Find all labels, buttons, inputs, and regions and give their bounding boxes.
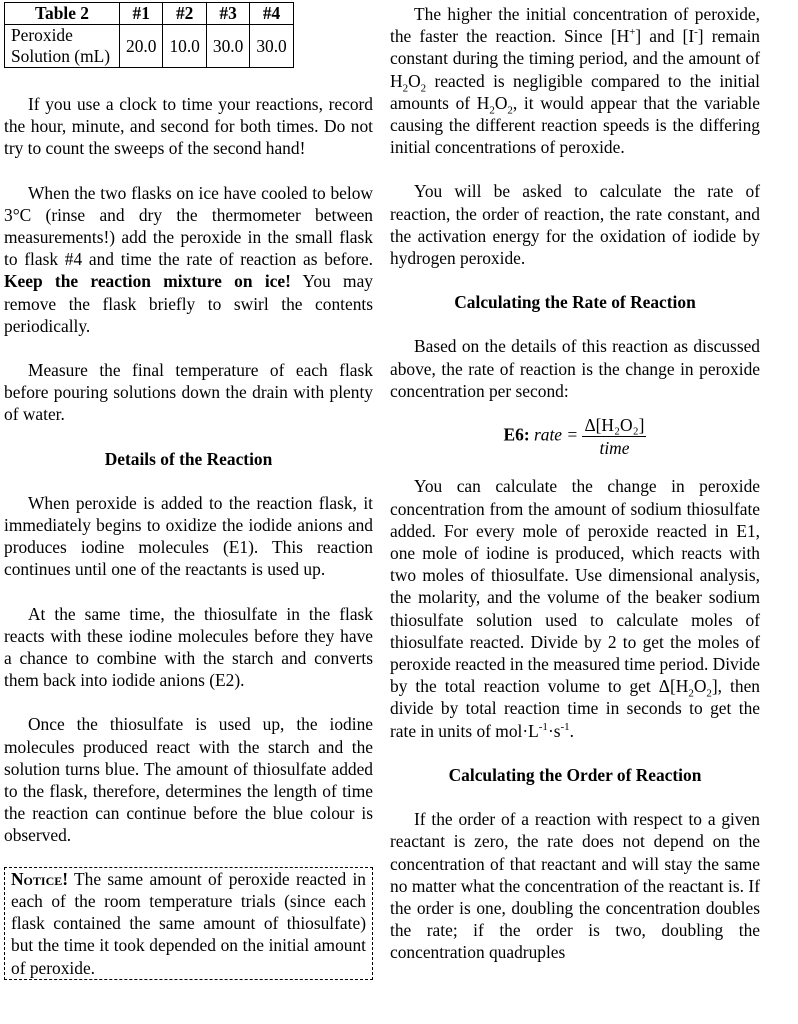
equation-denominator: time (599, 438, 630, 459)
heading-order: Calculating the Order of Reaction (448, 764, 702, 785)
table-col-4: #4 (250, 3, 293, 25)
row-label-line1: Peroxide (11, 25, 73, 45)
clock-paragraph: If you use a clock to time your reactions, record the hour, minute, and second for both times. Do not try to count the sweeps of the second hand! (4, 94, 373, 159)
final-temp-paragraph: Measure the final temperature of each flask before pouring solutions down the drain with plenty of water. (4, 360, 373, 425)
table-cell: 10.0 (163, 25, 206, 68)
notice-label: Notice! (11, 868, 69, 889)
table-header-row (5, 3, 294, 25)
table-2 (4, 2, 294, 68)
table-cell: 20.0 (120, 25, 163, 68)
concentration-paragraph: The higher the initial concentration of peroxide, the faster the reaction. Since [H+] and [I-] remain constant during the timing period, and the amount of $H_2O_2$ reacted is negligible compared to the initial amounts of $H_2O_2$, it would appear that the variable causing the different reaction speeds is the differing initial concentrations of peroxide. (390, 4, 761, 158)
table-col-2: #2 (163, 3, 206, 25)
table-row-label (5, 25, 120, 68)
rate-paragraph: Based on the details of this reaction as discussed above, the rate of reaction is the change in peroxide concentration per second: (390, 336, 760, 401)
table-col-1: #1 (120, 3, 163, 25)
ice-warning: Keep the reaction mixture on ice! (4, 271, 291, 292)
peroxide-paragraph: When peroxide is added to the reaction flask, it immediately begins to oxidize the iodide anions and produces iodine molecules (E1). This reaction continues until one of the reactants is used up. (4, 492, 373, 580)
table-cell: 30.0 (250, 25, 293, 68)
right-column (390, 3, 760, 964)
thiosulfate-calc-paragraph: You can calculate the change in peroxide concentration from the amount of sodium thiosulfate added. For every mole of peroxide reacted in E1, one mole of iodine is produced, which reacts with two moles of thiosulfate. Use dimensional analysis, the molarity, and the volume of the beaker sodium thiosulfate solution used to calculate moles of thiosulfate reacted. Divide by 2 to get the moles of peroxide reacted in the measured time period. Divide by the total reaction volume to get $\Delta[H_2O_2]$, then divide by total reaction time in seconds to get the rate in units of $mol\cdot L^{-1}\cdot s^{-1}$. (390, 476, 760, 741)
table-col-3: #3 (206, 3, 249, 25)
order-paragraph: If the order of a reaction with respect to a given reactant is zero, the rate does not depend on the concentration of that reactant and will stay the same no matter what the concentration of the reactant is. If the order is one, doubling the concentration doubles the rate; if the order is two, doubling the concentration quadruples (390, 809, 760, 963)
heading-rate: Calculating the Rate of Reaction (454, 292, 696, 313)
equation-label: E6: (503, 424, 530, 445)
equation-e6 (390, 414, 760, 459)
calculations-paragraph: You will be asked to calculate the rate of reaction, the order of reaction, the rate constant, and the activation energy for the oxidation of iodide by hydrogen peroxide. (390, 181, 760, 269)
notice-box (4, 867, 373, 980)
equation-numerator: Δ[H₂O₂] (582, 414, 646, 437)
left-column (4, 93, 373, 980)
equation-fraction (582, 414, 646, 459)
row-label-line2: Solution (mL) (11, 46, 111, 66)
thiosulfate-paragraph: At the same time, the thiosulfate in the flask reacts with these iodine molecules before they have a chance to combine with the starch and converts them back into iodide anions (E2). (4, 603, 373, 691)
notice-text: The same amount of peroxide reacted in each of the room temperature trials (since each flask contained the same amount of thiosulfate) but the time it took depended on the initial amount of peroxide. (11, 868, 366, 978)
table-title: Table 2 (5, 3, 120, 25)
ice-paragraph: When the two flasks on ice have cooled to below 3°C (rinse and dry the thermometer between measurements!) add the peroxide in the small flask to flask #4 and time the rate of reaction as before. Keep the reaction mixture on ice! You may remove the flask briefly to swirl the contents periodically. (4, 182, 373, 336)
table-row (5, 25, 294, 68)
blue-colour-paragraph: Once the thiosulfate is used up, the iodine molecules produced react with the starch and the solution turns blue. The amount of thiosulfate added to the flask, therefore, determines the length of time the reaction can continue before the blue colour is observed. (4, 714, 373, 846)
heading-details: Details of the Reaction (104, 448, 273, 469)
table-cell: 30.0 (206, 25, 249, 68)
equation-rate: rate = (533, 424, 579, 445)
